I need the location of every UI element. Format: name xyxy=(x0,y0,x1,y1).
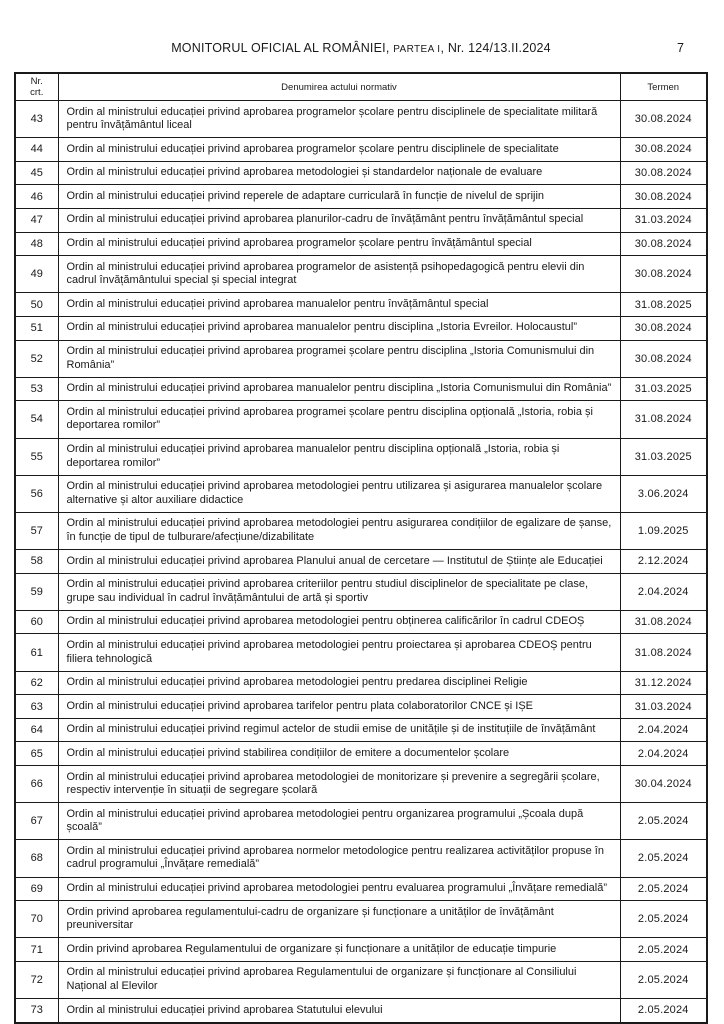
row-termen: 2.05.2024 xyxy=(620,999,707,1023)
row-denumire: Ordin al ministrului educației privind aprobarea programelor școlare pentru disciplinele de specialitate xyxy=(58,138,620,162)
row-denumire: Ordin al ministrului educației privind aprobarea manualelor pentru învățământul special xyxy=(58,293,620,317)
row-number: 57 xyxy=(15,512,58,549)
title-main: MONITORUL OFICIAL AL ROMÂNIEI, xyxy=(171,41,390,55)
row-denumire: Ordin al ministrului educației privind aprobarea planurilor-cadru de învățământ pentru învățământul special xyxy=(58,208,620,232)
row-termen: 3.06.2024 xyxy=(620,475,707,512)
table-row xyxy=(15,840,707,877)
table-header xyxy=(15,73,707,101)
row-denumire: Ordin al ministrului educației privind aprobarea metodologiei și standardelor naționale de evaluare xyxy=(58,161,620,185)
column-header-denumire: Denumirea actului normativ xyxy=(58,73,620,101)
title-issue: , Nr. 124/13.II.2024 xyxy=(440,41,551,55)
page-number: 7 xyxy=(677,41,684,55)
table-row xyxy=(15,938,707,962)
row-termen: 30.04.2024 xyxy=(620,766,707,803)
row-denumire: Ordin al ministrului educației privind aprobarea criteriilor pentru studiul disciplinelor de specialitate pe clase, grupe sau individual în cadrul învățământului de artă și sportiv xyxy=(58,573,620,610)
row-denumire: Ordin al ministrului educației privind aprobarea metodologiei pentru organizarea programului „Școala după școală” xyxy=(58,803,620,840)
row-number: 73 xyxy=(15,999,58,1023)
table-row xyxy=(15,185,707,209)
row-termen: 30.08.2024 xyxy=(620,340,707,377)
row-denumire: Ordin al ministrului educației privind aprobarea Statutului elevului xyxy=(58,999,620,1023)
row-termen: 2.04.2024 xyxy=(620,718,707,742)
row-number: 65 xyxy=(15,742,58,766)
row-number: 71 xyxy=(15,938,58,962)
row-number: 63 xyxy=(15,695,58,719)
table-row xyxy=(15,101,707,138)
row-number: 45 xyxy=(15,161,58,185)
row-number: 53 xyxy=(15,377,58,401)
row-number: 68 xyxy=(15,840,58,877)
row-denumire: Ordin privind aprobarea regulamentului-cadru de organizare și funcționare a unităților de învățământ preuniversitar xyxy=(58,901,620,938)
table-row xyxy=(15,475,707,512)
table-row xyxy=(15,718,707,742)
row-termen: 31.08.2024 xyxy=(620,401,707,438)
row-denumire: Ordin al ministrului educației privind aprobarea manualelor pentru disciplina opțională „Istoria, robia și deportarea romilor” xyxy=(58,438,620,475)
table-row xyxy=(15,377,707,401)
table-row xyxy=(15,803,707,840)
row-termen: 2.04.2024 xyxy=(620,742,707,766)
row-denumire: Ordin al ministrului educației privind aprobarea programelor școlare pentru învățământul special xyxy=(58,232,620,256)
table-row xyxy=(15,232,707,256)
row-denumire: Ordin al ministrului educației privind aprobarea metodologiei pentru asigurarea condițiilor de egalizare de șanse, în funcție de tipul de tulburare/afecțiune/dizabilitate xyxy=(58,512,620,549)
table-row xyxy=(15,610,707,634)
row-denumire: Ordin al ministrului educației privind aprobarea programelor școlare pentru disciplinele de specialitate militară pentru învățământul liceal xyxy=(58,101,620,138)
row-termen: 30.08.2024 xyxy=(620,138,707,162)
row-denumire: Ordin al ministrului educației privind aprobarea tarifelor pentru plata colaboratorilor CNCE și IȘE xyxy=(58,695,620,719)
row-denumire: Ordin al ministrului educației privind regimul actelor de studii emise de unitățile și de instituțiile de învățământ xyxy=(58,718,620,742)
row-termen: 31.03.2025 xyxy=(620,438,707,475)
row-termen: 30.08.2024 xyxy=(620,316,707,340)
row-number: 69 xyxy=(15,877,58,901)
table-row xyxy=(15,316,707,340)
row-number: 56 xyxy=(15,475,58,512)
row-denumire: Ordin al ministrului educației privind aprobarea metodologiei de monitorizare și prevenire a segregării școlare, respectiv intervenție în situații de segregare școlară xyxy=(58,766,620,803)
row-termen: 30.08.2024 xyxy=(620,185,707,209)
row-termen: 31.03.2024 xyxy=(620,695,707,719)
row-denumire: Ordin al ministrului educației privind aprobarea programei școlare pentru disciplina opțională „Istoria, robia și deportarea romilor” xyxy=(58,401,620,438)
table-row xyxy=(15,961,707,998)
row-number: 66 xyxy=(15,766,58,803)
row-termen: 2.05.2024 xyxy=(620,877,707,901)
row-denumire: Ordin al ministrului educației privind aprobarea metodologiei pentru predarea disciplinei Religie xyxy=(58,671,620,695)
row-denumire: Ordin al ministrului educației privind aprobarea Regulamentului de organizare și funcționare al Consiliului Național al Elevilor xyxy=(58,961,620,998)
row-denumire: Ordin al ministrului educației privind aprobarea metodologiei pentru utilizarea și asigurarea manualelor școlare alternative și altor auxiliare didactice xyxy=(58,475,620,512)
table-row xyxy=(15,340,707,377)
column-header-nr-line1: Nr. xyxy=(30,76,43,87)
row-number: 58 xyxy=(15,550,58,574)
row-termen: 30.08.2024 xyxy=(620,161,707,185)
running-head xyxy=(14,41,708,59)
row-termen: 31.08.2024 xyxy=(620,610,707,634)
row-number: 62 xyxy=(15,671,58,695)
table-row xyxy=(15,742,707,766)
row-denumire: Ordin al ministrului educației privind reperele de adaptare curriculară în funcție de nivelul de sprijin xyxy=(58,185,620,209)
row-termen: 2.05.2024 xyxy=(620,901,707,938)
row-number: 52 xyxy=(15,340,58,377)
table-row xyxy=(15,208,707,232)
row-termen: 2.05.2024 xyxy=(620,840,707,877)
table-row xyxy=(15,138,707,162)
row-termen: 31.08.2025 xyxy=(620,293,707,317)
row-denumire: Ordin al ministrului educației privind aprobarea metodologiei pentru proiectarea și aprobarea CDEOȘ pentru filiera tehnologică xyxy=(58,634,620,671)
row-termen: 31.08.2024 xyxy=(620,634,707,671)
page-title xyxy=(14,41,708,55)
row-number: 61 xyxy=(15,634,58,671)
table-row xyxy=(15,293,707,317)
row-number: 46 xyxy=(15,185,58,209)
row-termen: 2.05.2024 xyxy=(620,938,707,962)
table-row xyxy=(15,573,707,610)
row-termen: 2.04.2024 xyxy=(620,573,707,610)
row-number: 72 xyxy=(15,961,58,998)
row-denumire: Ordin al ministrului educației privind aprobarea programei școlare pentru disciplina „Istoria Comunismului din România” xyxy=(58,340,620,377)
table-body xyxy=(15,101,707,1023)
row-termen: 2.05.2024 xyxy=(620,803,707,840)
table-row xyxy=(15,999,707,1023)
row-denumire: Ordin al ministrului educației privind aprobarea metodologiei pentru obținerea calificărilor în cadrul CDEOȘ xyxy=(58,610,620,634)
row-termen: 30.08.2024 xyxy=(620,232,707,256)
row-denumire: Ordin al ministrului educației privind aprobarea normelor metodologice pentru realizarea activităților propuse în cadrul programului „Învățare remedială” xyxy=(58,840,620,877)
acts-table xyxy=(14,72,708,1024)
row-number: 48 xyxy=(15,232,58,256)
table-row xyxy=(15,877,707,901)
row-number: 49 xyxy=(15,256,58,293)
row-number: 51 xyxy=(15,316,58,340)
table-row xyxy=(15,401,707,438)
table-row xyxy=(15,695,707,719)
row-number: 64 xyxy=(15,718,58,742)
table-row xyxy=(15,438,707,475)
table-row xyxy=(15,901,707,938)
row-denumire: Ordin al ministrului educației privind aprobarea manualelor pentru disciplina „Istoria Comunismului din România” xyxy=(58,377,620,401)
row-number: 43 xyxy=(15,101,58,138)
row-number: 67 xyxy=(15,803,58,840)
row-number: 55 xyxy=(15,438,58,475)
table-row xyxy=(15,766,707,803)
row-termen: 1.09.2025 xyxy=(620,512,707,549)
row-termen: 30.08.2024 xyxy=(620,101,707,138)
table-row xyxy=(15,512,707,549)
table-row xyxy=(15,671,707,695)
row-denumire: Ordin al ministrului educației privind aprobarea metodologiei pentru evaluarea programului „Învățare remedială” xyxy=(58,877,620,901)
row-denumire: Ordin al ministrului educației privind aprobarea Planului anual de cercetare — Institutul de Științe ale Educației xyxy=(58,550,620,574)
column-header-nr-crt xyxy=(15,73,58,101)
column-header-nr-line2: crt. xyxy=(30,87,44,98)
column-header-termen: Termen xyxy=(620,73,707,101)
row-termen: 2.12.2024 xyxy=(620,550,707,574)
table-row xyxy=(15,161,707,185)
row-number: 70 xyxy=(15,901,58,938)
table-row xyxy=(15,550,707,574)
row-termen: 31.03.2024 xyxy=(620,208,707,232)
row-termen: 31.03.2025 xyxy=(620,377,707,401)
row-denumire: Ordin privind aprobarea Regulamentului de organizare și funcționare a unităților de educație timpurie xyxy=(58,938,620,962)
row-number: 50 xyxy=(15,293,58,317)
row-termen: 31.12.2024 xyxy=(620,671,707,695)
table-row xyxy=(15,634,707,671)
row-termen: 2.05.2024 xyxy=(620,961,707,998)
table-header-row xyxy=(15,73,707,101)
row-denumire: Ordin al ministrului educației privind stabilirea condițiilor de emitere a documentelor școlare xyxy=(58,742,620,766)
row-termen: 30.08.2024 xyxy=(620,256,707,293)
table-row xyxy=(15,256,707,293)
row-number: 44 xyxy=(15,138,58,162)
row-number: 47 xyxy=(15,208,58,232)
row-denumire: Ordin al ministrului educației privind aprobarea manualelor pentru disciplina „Istoria Evreilor. Holocaustul” xyxy=(58,316,620,340)
row-number: 54 xyxy=(15,401,58,438)
row-number: 59 xyxy=(15,573,58,610)
title-part: PARTEA I xyxy=(393,44,441,55)
row-number: 60 xyxy=(15,610,58,634)
row-denumire: Ordin al ministrului educației privind aprobarea programelor de asistență psihopedagogică pentru elevii din cadrul învățământului special și special integrat xyxy=(58,256,620,293)
